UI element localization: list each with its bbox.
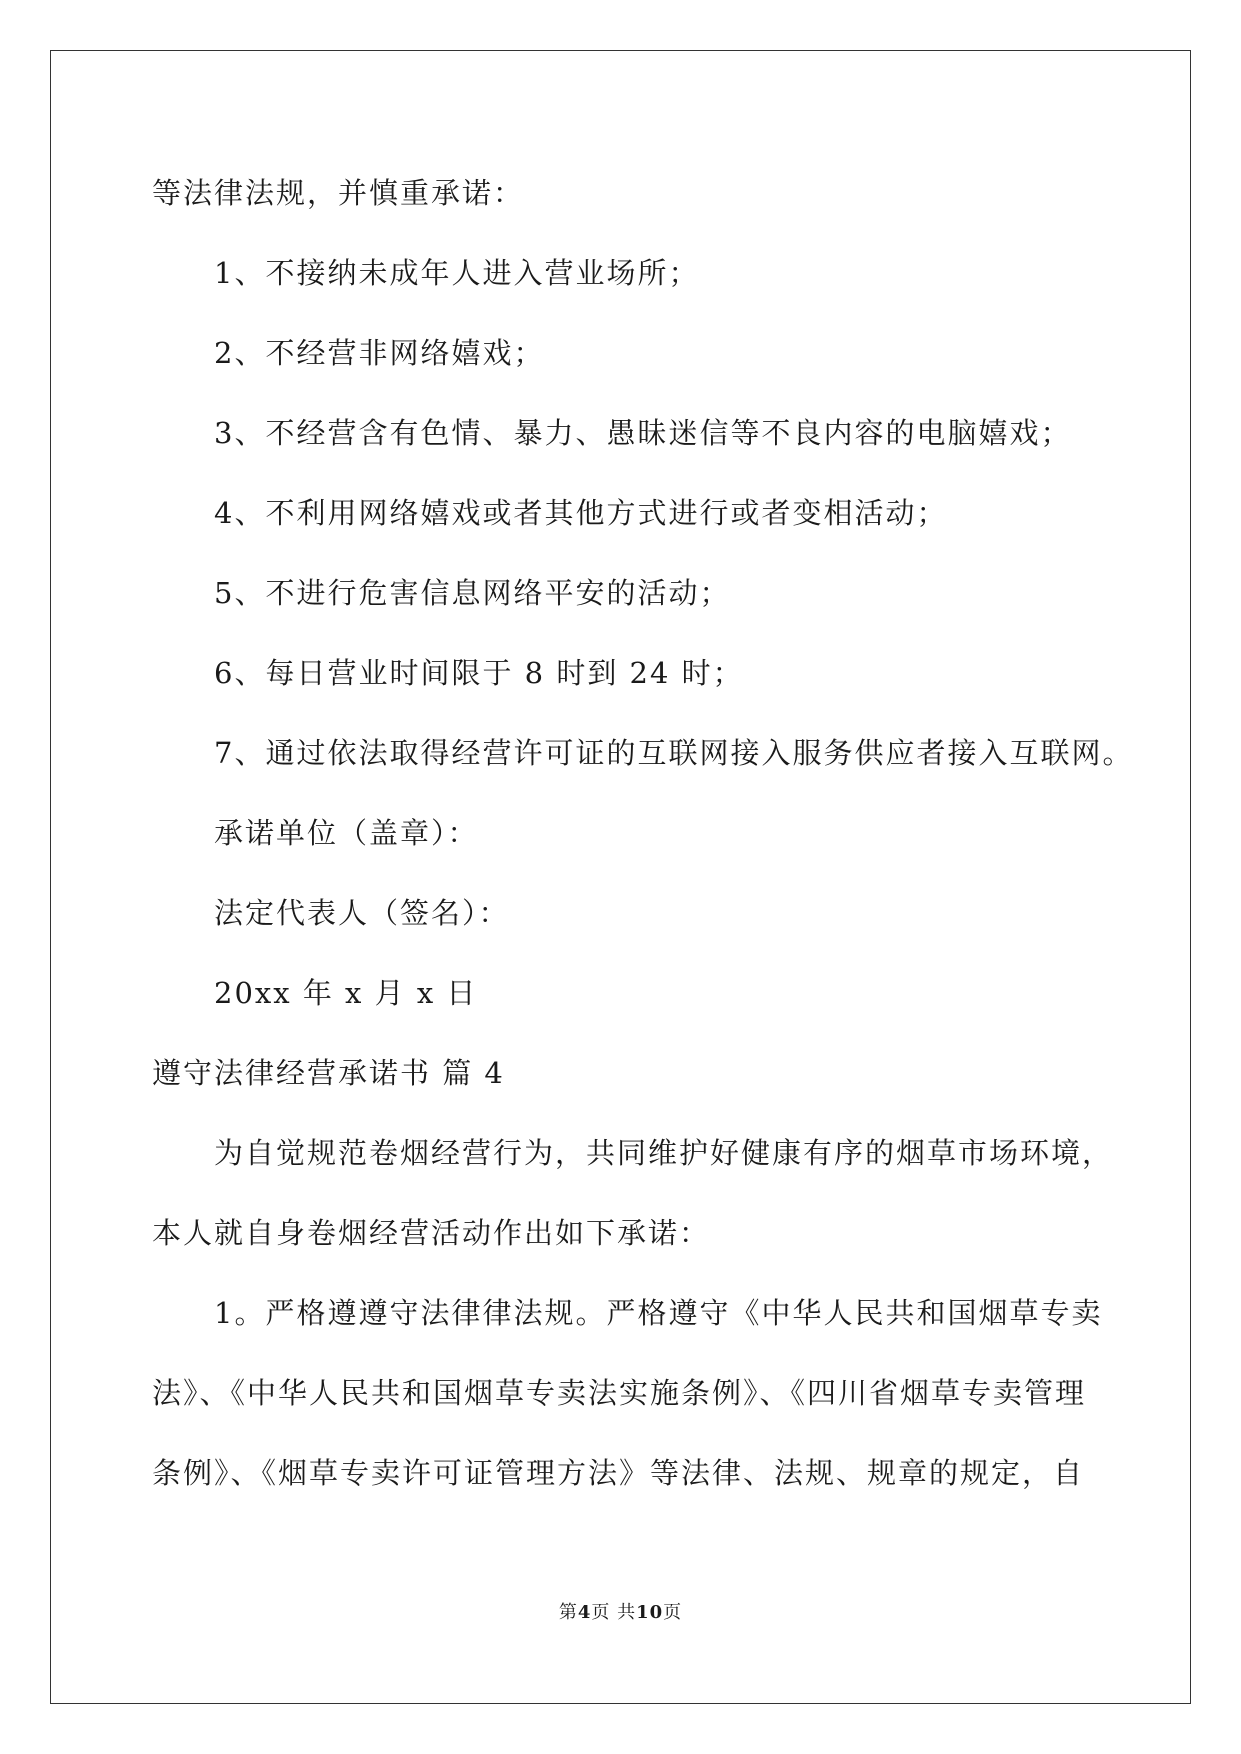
list-item: 4、不利用网络嬉戏或者其他方式进行或者变相活动； [214,496,948,530]
paragraph-line: 本人就自身卷烟经营活动作出如下承诺： [152,1216,711,1250]
list-item: 2、不经营非网络嬉戏； [214,336,545,370]
paragraph-line: 条例》、《烟草专卖许可证管理方法》等法律、法规、规章的规定，自 [152,1456,1085,1490]
list-item: 1、不接纳未成年人进入营业场所； [214,256,700,290]
list-item: 6、每日营业时间限于 8 时到 24 时； [214,656,744,690]
footer-prefix: 第 [558,1602,578,1623]
list-item: 5、不进行危害信息网络平安的活动； [214,576,731,610]
total-page-count: 10 [636,1602,664,1623]
legal-representative-label: 法定代表人（签名）： [214,896,510,930]
date-line: 20xx 年 x 月 x 日 [214,976,478,1010]
paragraph-line: 法》、《中华人民共和国烟草专卖法实施条例》、《四川省烟草专卖管理 [152,1376,1087,1410]
text-line: 等法律法规，并慎重承诺： [152,176,525,210]
footer-suffix: 页 [663,1602,683,1623]
page-footer [0,1601,1241,1625]
signature-unit-label: 承诺单位（盖章）： [214,816,479,850]
list-item: 3、不经营含有色情、暴力、愚昧迷信等不良内容的电脑嬉戏； [214,416,1072,450]
list-item: 7、通过依法取得经营许可证的互联网接入服务供应者接入互联网。 [214,736,1134,770]
footer-mid: 页 共 [591,1602,637,1623]
paragraph-line: 1。严格遵遵守法律律法规。严格遵守《中华人民共和国烟草专卖 [214,1296,1103,1330]
paragraph-line: 为自觉规范卷烟经营行为，共同维护好健康有序的烟草市场环境， [214,1136,1114,1170]
current-page-number: 4 [577,1602,592,1623]
section-heading: 遵守法律经营承诺书 篇 4 [152,1056,505,1090]
